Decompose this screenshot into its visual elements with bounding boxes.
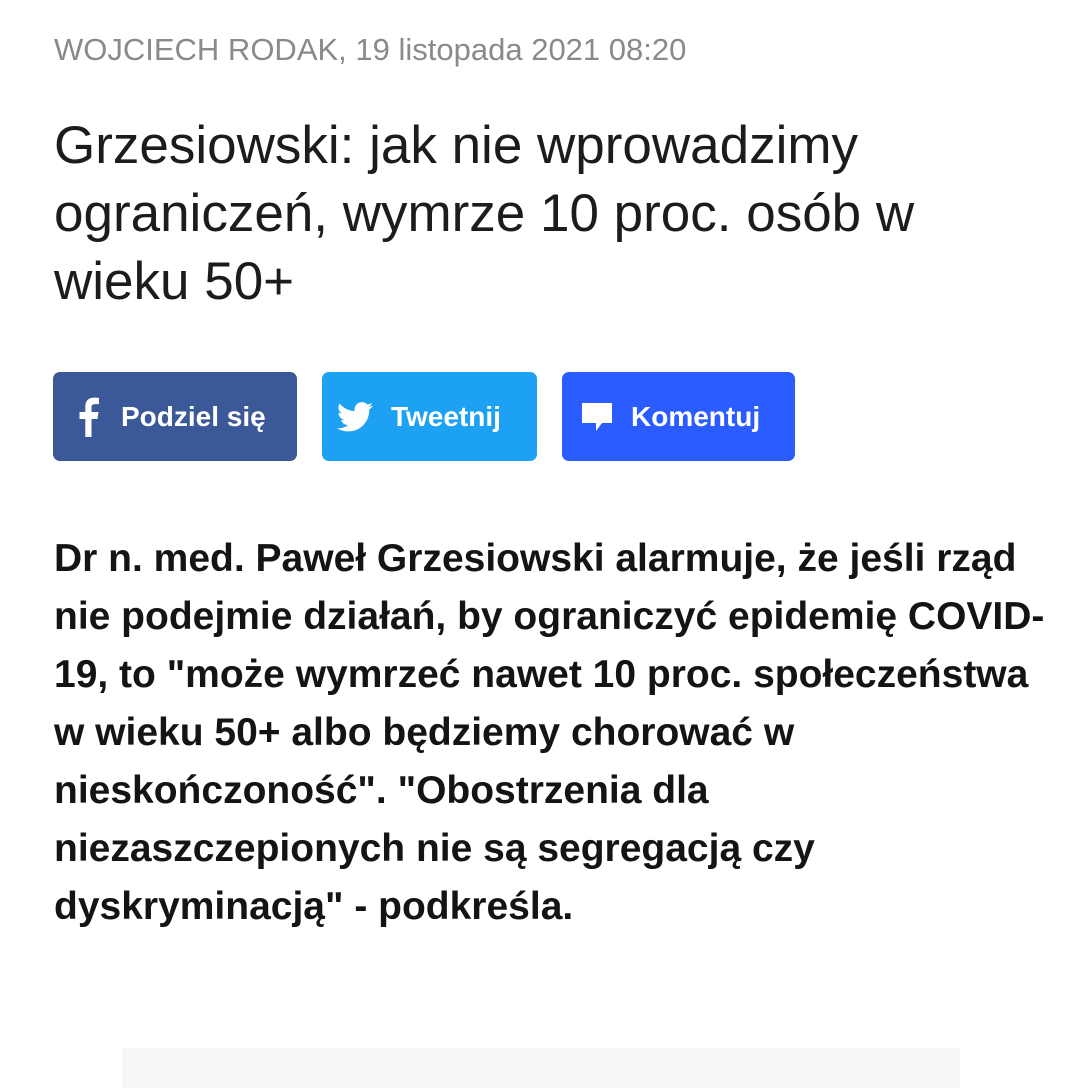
comment-button[interactable]	[562, 372, 795, 461]
twitter-share-label: Tweetnij	[391, 400, 501, 432]
twitter-share-button[interactable]	[322, 372, 537, 461]
ad-placeholder	[122, 1048, 960, 1088]
twitter-icon	[336, 402, 374, 432]
comment-icon	[580, 401, 614, 433]
facebook-share-button[interactable]	[53, 372, 297, 461]
article-headline: Grzesiowski: jak nie wprowadzimy ograniczeń, wymrze 10 proc. osób w wieku 50+	[54, 116, 915, 311]
article-byline: WOJCIECH RODAK, 19 listopada 2021 08:20	[54, 32, 687, 67]
article-lead: Dr n. med. Paweł Grzesiowski alarmuje, że jeśli rząd nie podejmie działań, by ograniczyć epidemię COVID-19, to "może wymrzeć nawet 10 proc. społeczeństwa w wieku 50+ albo będziemy chorować w nieskończoność". "Obostrzenia dla niezaszczepionych nie są segregacją czy dyskryminacją" - podkreśla.	[54, 537, 1045, 928]
facebook-icon	[73, 397, 103, 437]
comment-label: Komentuj	[631, 400, 761, 432]
facebook-share-label: Podziel się	[121, 400, 266, 432]
share-bar	[53, 372, 813, 461]
